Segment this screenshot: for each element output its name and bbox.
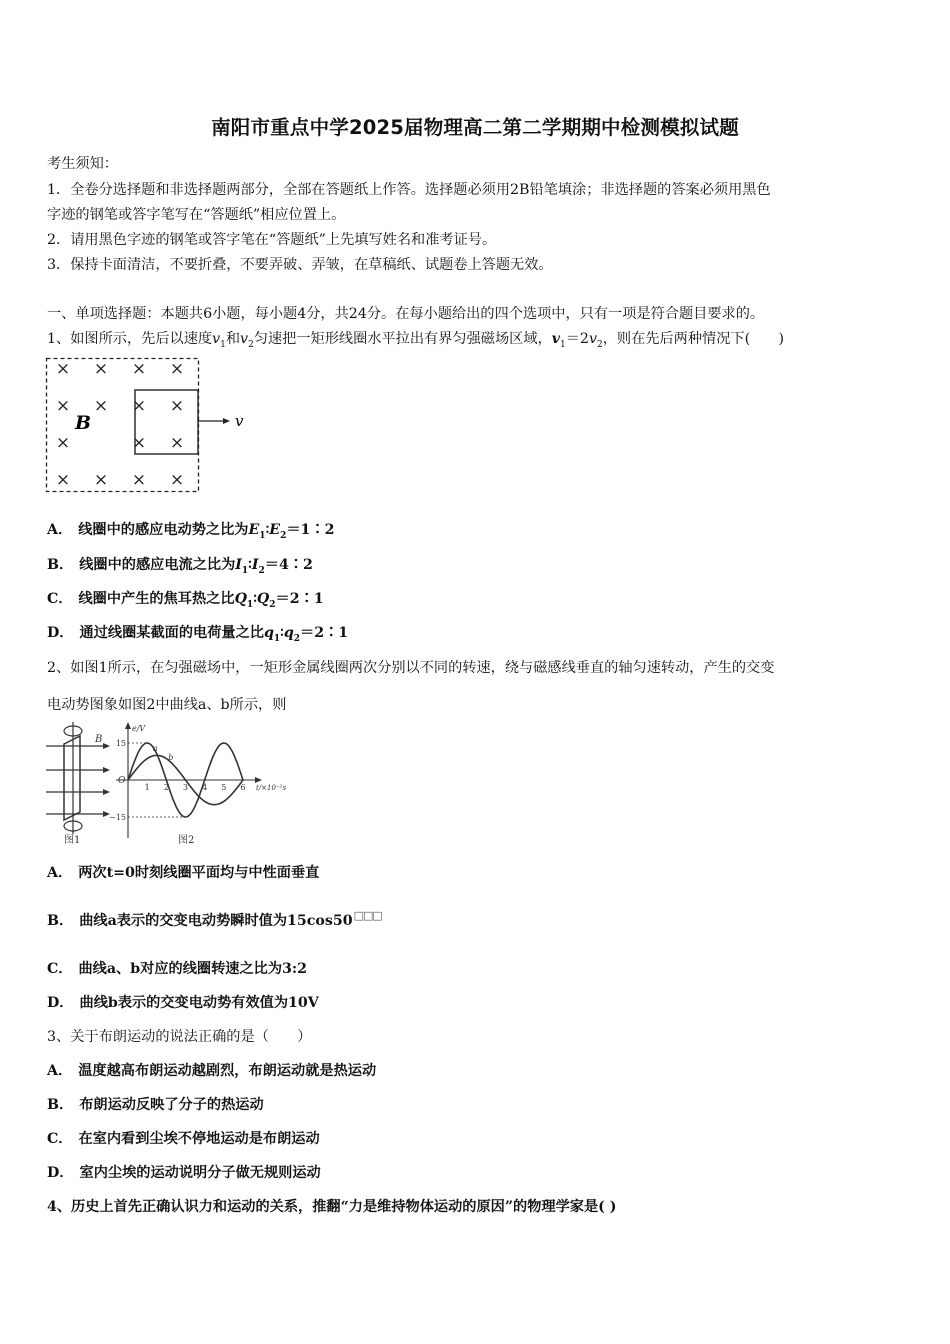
notice-heading: 考生须知： [47,156,118,172]
missing-glyph-boxes: □□□ [353,909,382,922]
velocity-label: v [235,412,244,430]
x-axis-label: t/×10⁻²s [256,784,287,792]
q1-figure [45,357,255,495]
velocity-arrowhead [223,418,230,424]
coil [64,736,80,820]
field-cross: × [131,433,147,453]
series-b-label: b [168,753,174,762]
q3-option-d[interactable]: D． 室内尘埃的运动说明分子做无规则运动 [47,1165,321,1181]
x-tick-label: 6 [240,783,246,792]
field-cross: × [55,359,71,379]
field-arrowheads [103,743,110,817]
q2-option-c[interactable]: C． 曲线a、b对应的线圈转速之比为3:2 [47,961,308,977]
series-a-label: a [152,744,158,753]
field-cross: × [55,396,71,416]
y-axis-label: e/V [132,724,146,733]
y-tick-neg15: −15 [109,813,126,822]
q2-stem-line2: 电动势图象如图2中曲线a、b所示，则 [47,697,287,713]
x-tick-label: 3 [182,783,189,792]
q2-option-b[interactable]: B． 曲线a表示的交变电动势瞬时值为15cos50□□□ [47,909,382,929]
q1-stem: 1、如图所示，先后以速度$v_1$和$v_2$匀速把一矩形线圈水平拉出有界匀强磁场区域，$v_1=2v_2$，则在先后两种情况下( ) [47,331,785,350]
field-label: B [74,412,92,434]
section-heading: 一、单项选择题：本题共6小题，每小题4分，共24分。在每小题给出的四个选项中，只有一项是符合题目要求的。 [47,306,765,322]
q1-option-d[interactable]: D． 通过线圈某截面的电荷量之比$q_1∶q_2=2∶1$ [47,625,349,644]
field-cross: × [169,396,185,416]
x-tick-labels [145,783,246,792]
q2-option-d[interactable]: D． 曲线b表示的交变电动势有效值为10V [47,995,319,1011]
field-cross: × [169,433,185,453]
x-axis-arrowhead [255,777,262,783]
page-title: 南阳市重点中学2025届物理高二第二学期期中检测模拟试题 [211,116,739,139]
q4-stem: 4、历史上首先正确认识力和运动的关系，推翻“力是维持物体运动的原因”的物理学家是( ) [47,1199,617,1215]
q2-stem-line1: 2、如图1所示，在匀强磁场中，一矩形金属线圈两次分别以不同的转速，绕与磁感线垂直的轴匀速转动，产生的交变 [47,660,775,676]
notice-item-1: 1．全卷分选择题和非选择题两部分，全部在答题纸上作答。选择题必须用2B铅笔填涂；非选择题的答案必须用黑色 [47,182,771,198]
origin-label: O [118,776,126,786]
x-tick-label: 5 [221,783,227,792]
field-lines [46,746,104,814]
field-cross: × [93,396,109,416]
field-cross: × [55,433,71,453]
notice-item-1-cont: 字迹的钢笔或答字笔写在“答题纸”相应位置上。 [47,207,346,223]
q2-figure-2-chart [109,722,298,846]
field-cross: × [169,470,185,490]
fig2-caption: 图2 [178,835,195,846]
q3-option-c[interactable]: C． 在室内看到尘埃不停地运动是布朗运动 [47,1131,320,1147]
q1-option-c[interactable]: C． 线圈中产生的焦耳热之比$Q_1∶Q_2=2∶1$ [47,591,324,610]
field-cross: × [93,359,109,379]
q3-option-b[interactable]: B． 布朗运动反映了分子的热运动 [47,1097,264,1113]
fig1-field-label: B [95,734,103,745]
field-cross: × [93,470,109,490]
q2-figure-1 [44,722,118,846]
field-cross: × [131,359,147,379]
q2-option-a[interactable]: A． 两次t=0时刻线圈平面均与中性面垂直 [47,865,320,881]
field-cross: × [169,359,185,379]
q1-option-a[interactable]: A． 线圈中的感应电动势之比为$E_1∶E_2=1∶2$ [47,522,335,541]
y-tick-15: 15 [115,739,126,748]
q3-stem: 3、关于布朗运动的说法正确的是（ ） [47,1029,312,1045]
y-axis-arrowhead [125,722,131,729]
q1-option-b[interactable]: B． 线圈中的感应电流之比为$I_1∶I_2=4∶2$ [47,557,313,576]
notice-item-2: 2．请用黑色字迹的钢笔或答字笔在“答题纸”上先填写姓名和准考证号。 [47,232,497,248]
notice-item-3: 3．保持卡面清洁，不要折叠，不要弄破、弄皱，在草稿纸、试题卷上答题无效。 [47,257,553,273]
x-tick-label: 2 [163,783,169,792]
fig1-caption: 图1 [64,835,81,846]
field-cross: × [131,470,147,490]
q3-option-a[interactable]: A． 温度越高布朗运动越剧烈，布朗运动就是热运动 [47,1063,377,1079]
field-cross: × [131,396,147,416]
x-tick-label: 4 [202,783,208,792]
field-cross: × [55,470,71,490]
x-tick-label: 1 [144,783,150,792]
